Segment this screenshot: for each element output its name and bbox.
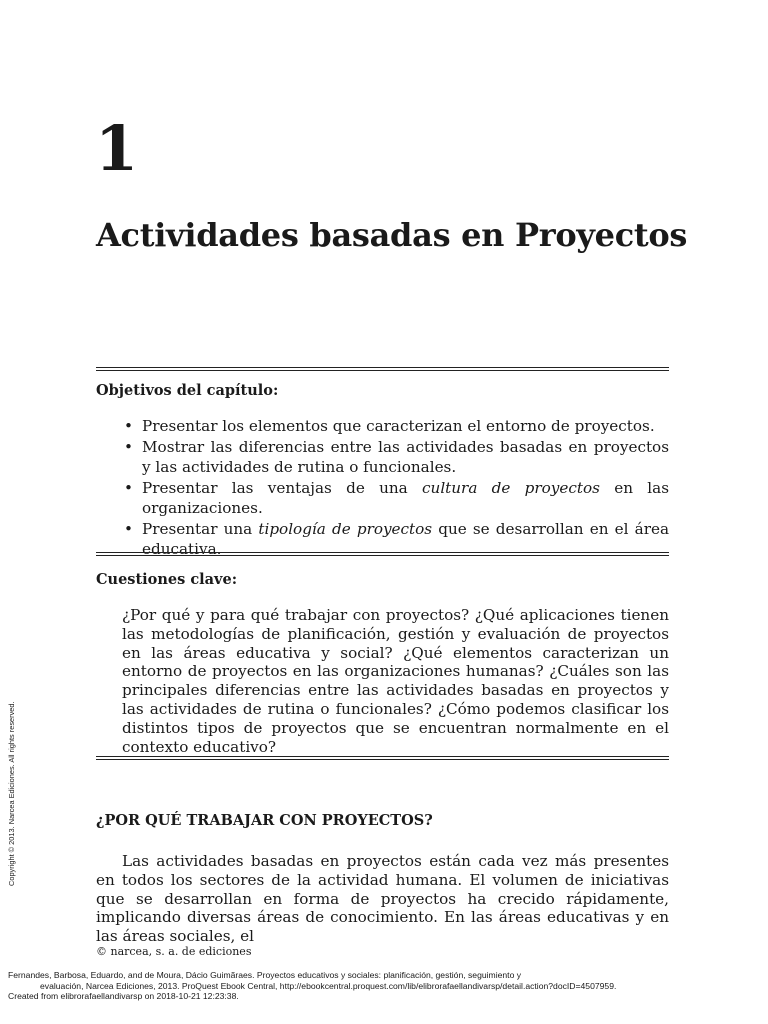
divider-middle: [96, 552, 669, 556]
citation-line: evaluación, Narcea Ediciones, 2013. ProQuest Ebook Central, http://ebookcentral.proquest.com/lib/elibrorafaellandivarsp/detail.action?docID=4507959.: [40, 980, 617, 991]
divider-top: [96, 367, 669, 371]
bullet-icon: •: [124, 437, 133, 456]
list-item: • Presentar una tipología de proyectos que se desarrollan en el área educativa.: [124, 519, 669, 558]
citation-line: Fernandes, Barbosa, Eduardo, and de Moura, Dácio Guimãraes. Proyectos educativos y sociales: planificación, gestión, seguimiento y: [8, 970, 522, 980]
chapter-title: Actividades basadas en Proyectos: [96, 216, 688, 254]
chapter-number: 1: [95, 112, 139, 185]
citation-footer: [8, 970, 764, 1002]
list-item: • Presentar los elementos que caracterizan el entorno de proyectos.: [124, 417, 655, 435]
key-questions-text: ¿Por qué y para qué trabajar con proyectos? ¿Qué aplicaciones tienen las metodologías de planificación, gestión y evaluación de proyectos en las áreas educativa y social? ¿Qué elementos caracterizan un entorno de proyectos en las organizaciones humanas? ¿Cuáles son las principales diferencias entre las actividades basadas en proyectos y las actividades de rutina o funcionales? ¿Cómo podemos clasificar los distintos tipos de proyectos que se encuentran normalmente en el contexto educativo?: [122, 606, 669, 756]
section-heading: ¿POR QUÉ TRABAJAR CON PROYECTOS?: [96, 812, 433, 829]
list-item: • Mostrar las diferencias entre las actividades basadas en proyectos y las actividades de rutina o funcionales.: [124, 437, 669, 476]
list-item: • Presentar las ventajas de una cultura de proyectos en las organizaciones.: [124, 478, 669, 517]
bullet-icon: •: [124, 417, 133, 435]
key-questions-label: Cuestiones clave:: [96, 571, 238, 588]
body-paragraph: Las actividades basadas en proyectos están cada vez más presentes en todos los sectores de la actividad humana. El volumen de iniciativas que se desarrollan en forma de proyectos ha crecido rápidamente, implicando diversas áreas de conocimiento. En las áreas educativas y en las áreas sociales, el: [96, 852, 669, 946]
side-copyright: Copyright © 2013. Narcea Ediciones. All rights reserved.: [7, 701, 16, 886]
publisher-note: © narcea, s. a. de ediciones: [96, 945, 252, 958]
objectives-list: [122, 416, 669, 560]
bullet-icon: •: [124, 478, 133, 497]
citation-line: Created from elibrorafaellandivarsp on 2018-10-21 12:23:38.: [8, 991, 239, 1002]
bullet-icon: •: [124, 519, 133, 538]
objectives-label: Objetivos del capítulo:: [96, 382, 279, 399]
divider-bottom: [96, 756, 669, 760]
